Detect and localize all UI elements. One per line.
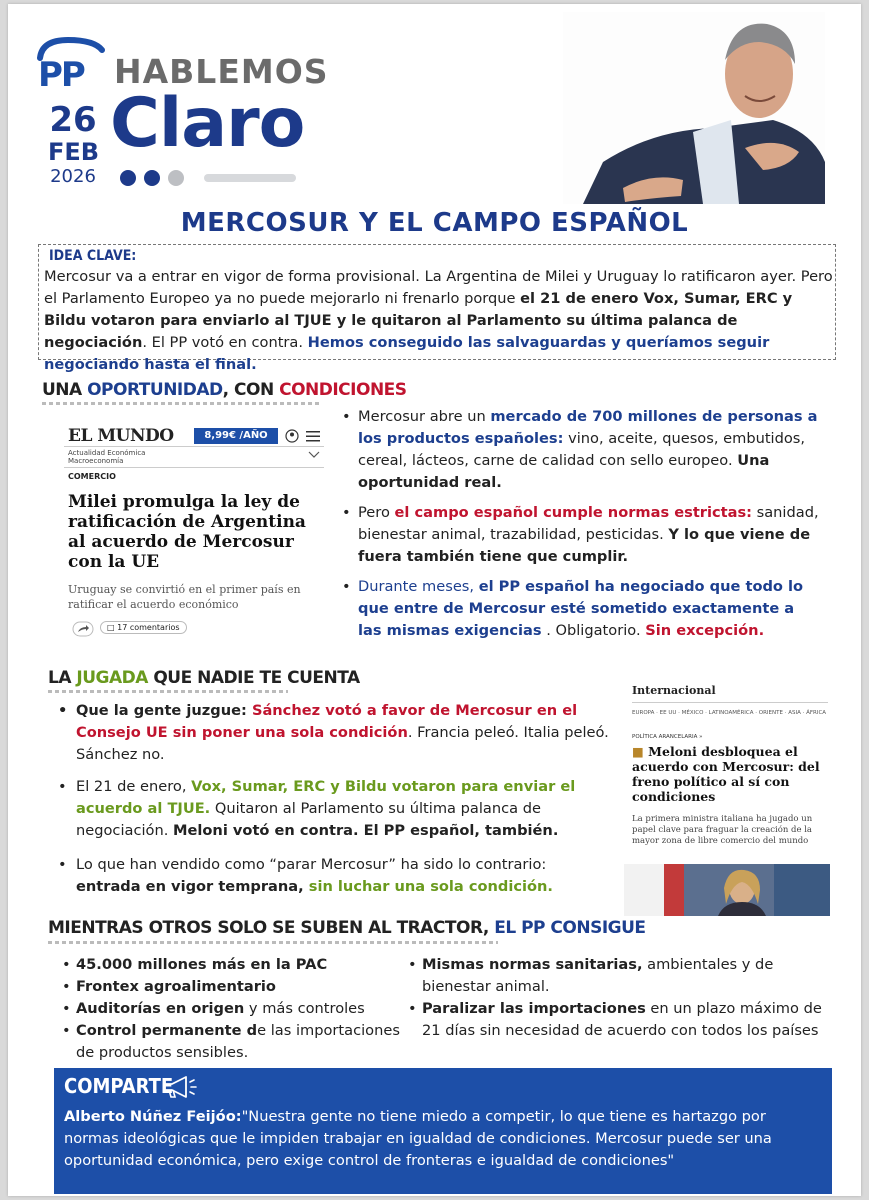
item-text: y más controles [244, 1000, 365, 1017]
date-year: 2026 [50, 166, 96, 187]
key-idea-part: Mercosur va a entrar en vigor de forma provisional. La Argentina de Milei y Uruguay lo ratificaron ayer. Pero el Parlamento Europeo ya no puede mejorarlo ni frenarlo porque [44, 268, 833, 307]
key-idea-conclusion: Hemos conseguido las salvaguardas y queríamos seguir negociando hasta el final. [44, 334, 770, 373]
item-text: 45.000 millones más en la PAC [76, 956, 328, 973]
bullet-highlight: Sánchez votó a favor de Mercosur en el Consejo UE sin poner una sola condición [76, 702, 578, 741]
key-idea-box [38, 244, 836, 373]
heading-part: OPORTUNIDAD [87, 380, 223, 400]
bullet-highlight: sin luchar una sola condición. [308, 878, 553, 895]
bullet-text: Pero [358, 504, 395, 521]
item-text: Control permanente d [76, 1022, 258, 1039]
pp-logo-icon [32, 36, 106, 88]
brand-hablemos: HABLEMOS [114, 52, 329, 91]
bullet-highlight: Sin excepción. [645, 622, 765, 639]
chevron-down-icon [308, 450, 320, 460]
heading-part: MIENTRAS OTROS SOLO SE SUBEN AL TRACTOR, [48, 918, 495, 938]
clip-meta: Actualidad Económica [68, 449, 146, 457]
dot-icon [120, 170, 136, 186]
achievement-list-left [62, 954, 402, 1064]
bullet-negotiation: • Durante meses, el PP español ha negociado que todo lo que entre de Mercosur esté sometido exactamente a las mismas exigencias . Obligatorio. Sin excepción. [342, 578, 804, 639]
heading-part: QUE NADIE TE CUENTA [147, 668, 360, 688]
dashed-divider [48, 690, 288, 693]
bullet-highlight: mercado de 700 millones de personas a los productos españoles: [358, 408, 818, 447]
comments-count: 17 comentarios [117, 623, 180, 632]
subscription-price: 8,99€ /AÑO [194, 428, 278, 444]
date-day: 26 [49, 100, 97, 140]
list-item: • Paralizar las importaciones en un plazo máximo de 21 días sin necesidad de acuerdo con todos los países [408, 1000, 822, 1039]
clip-nav: EUROPA · EE UU · MÉXICO · LATINOAMÉRICA · ORIENTE · ASIA · ÁFRICA [632, 710, 827, 716]
key-idea-label: IDEA CLAVE: [49, 248, 137, 264]
bullet-text: . Obligatorio. [541, 622, 646, 639]
key-idea-part: . El PP votó en contra. [142, 334, 308, 351]
section-heading-opportunity [42, 380, 407, 400]
dashed-divider [42, 402, 320, 405]
newspaper-brand: EL MUNDO [68, 426, 174, 446]
bullet-highlight: Meloni votó en contra. El PP español, también. [172, 822, 559, 839]
megaphone-icon [160, 1074, 200, 1100]
key-idea-text [44, 266, 834, 376]
achievement-list-right [408, 954, 834, 1042]
clip-subtitle: La primera ministra italiana ha jugado un papel clave para fraguar la creación de la mayor zona de libre comercio del mundo [632, 814, 813, 846]
issue-date [48, 102, 98, 188]
heading-part: LA [48, 668, 77, 688]
quote-text: "Nuestra gente no tiene miedo a competir, lo que tiene es hartazgo por normas ideológicas que le impiden trabajar en igualdad de condiciones. Mercosur puede ser una oportunidad económica, pero exige control de fronteras e igualdad de condiciones" [64, 1108, 772, 1169]
bullet-highlight: el campo español cumple normas estrictas: [394, 504, 752, 521]
section-heading-achievements [48, 918, 646, 938]
clip-subtitle: Uruguay se convirtió en el primer país en ratificar el acuerdo económico [68, 583, 301, 611]
item-text: ambientales y de bienestar animal. [422, 956, 774, 995]
bullet-text: Mercosur abre un [358, 408, 491, 425]
bullet-standards: • Pero el campo español cumple normas estrictas: sanidad, bienestar animal, trazabilidad, pesticidas. Y lo que viene de fuera también tiene que cumplir. [342, 504, 819, 565]
list-item: • Mismas normas sanitarias, ambientales y de bienestar animal. [408, 956, 774, 995]
page-title: MERCOSUR Y EL CAMPO ESPAÑOL [180, 208, 689, 238]
clip-headline: Milei promulga la ley de ratificación de Argentina al acuerdo de Mercosur con la UE [68, 492, 306, 572]
bullet-text: . Francia peleó. Italia peleó. Sánchez no. [76, 724, 609, 763]
clip-tag: POLÍTICA ARANCELARIA » [632, 734, 703, 740]
brand-claro: Claro [110, 84, 305, 163]
share-box [54, 1068, 832, 1194]
heading-part: , CON [222, 380, 280, 400]
document-page [8, 4, 861, 1196]
bullet-text: Durante meses, [358, 578, 479, 595]
clip-headline-text: Meloni desbloquea el acuerdo con Mercosur: del freno político al sí con condiciones [632, 744, 820, 804]
item-text: Frontex agroalimentario [76, 978, 276, 995]
share-label: COMPARTE [64, 1074, 174, 1098]
rule [64, 467, 324, 468]
section-heading-play [48, 668, 360, 688]
bullet-text: Quitaron al Parlamento su última palanca de negociación. [76, 800, 541, 839]
meloni-photo [624, 864, 830, 916]
bullet-highlight: el PP español ha negociado que todo lo que entre de Mercosur esté sometido exactamente a las mismas exigencias [358, 578, 804, 639]
bullet-highlight: entrada en vigor temprana, [76, 878, 309, 895]
bullet-text: Lo que han vendido como “parar Mercosur” ha sido lo contrario: [76, 856, 547, 873]
list-item: • Frontex agroalimentario [62, 978, 276, 995]
bullet-market: • Mercosur abre un mercado de 700 millones de personas a los productos españoles: vino, aceite, quesos, embutidos, cereal, lácteos, carne de calidad con sello europeo. Una oportunidad real. [342, 408, 818, 491]
decorative-bar [204, 174, 296, 182]
clip-meta: Macroeconomía [68, 457, 124, 465]
clip-comments: □ 17 comentarios [100, 621, 187, 634]
clip-section: Internacional [632, 684, 716, 697]
bullet-highlight: Una oportunidad real. [358, 452, 770, 491]
bullet-highlight: Y lo que viene de fuera también tiene que cumplir. [358, 526, 811, 565]
bullet-highlight: Vox, Sumar, ERC y Bildu votaron para enviar el acuerdo al TJUE. [76, 778, 576, 817]
heading-part: JUGADA [76, 668, 148, 688]
share-icon [72, 621, 94, 637]
dashed-divider [48, 941, 498, 944]
list-item: • Auditorías en origen y más controles [62, 1000, 365, 1017]
dot-icon [144, 170, 160, 186]
item-text: Mismas normas sanitarias, [422, 956, 643, 973]
clip-headline: ■ Meloni desbloquea el acuerdo con Mercosur: del freno político al sí con condiciones [632, 744, 820, 804]
bullet-text: sanidad, bienestar animal, trazabilidad, pesticidas. [358, 504, 819, 543]
dot-icon [168, 170, 184, 186]
bullet-text: El 21 de enero, [76, 778, 192, 795]
rule [632, 702, 828, 703]
date-month: FEB [48, 138, 100, 166]
menu-icon [284, 428, 324, 444]
bullet-highlight: Que la gente juzgue: [76, 702, 252, 719]
share-quote [64, 1106, 824, 1172]
bullet-early-entry: • Lo que han vendido como “parar Mercosur” ha sido lo contrario: entrada en vigor temprana, sin luchar una sola condición. [58, 856, 553, 895]
list-item: • Control permanente de las importaciones de productos sensibles. [62, 1022, 400, 1061]
heading-part: EL PP CONSIGUE [494, 918, 646, 938]
item-text: Paralizar las importaciones [422, 1000, 646, 1017]
heading-part: UNA [42, 380, 88, 400]
bullet-sanchez: • Que la gente juzgue: Sánchez votó a favor de Mercosur en el Consejo UE sin poner una sola condición. Francia peleó. Italia peleó. Sánchez no. [58, 702, 609, 763]
clip-category: COMERCIO [68, 472, 116, 481]
item-text: Auditorías en origen [76, 1000, 245, 1017]
quote-speaker: Alberto Núñez Feijóo: [64, 1108, 242, 1125]
speaker-photo [563, 12, 825, 204]
rule [64, 446, 324, 447]
list-item: • 45.000 millones más en la PAC [62, 956, 328, 973]
svg-text:PP: PP [38, 55, 84, 88]
key-idea-highlight: el 21 de enero Vox, Sumar, ERC y Bildu votaron para enviarlo al TJUE y le quitaron al Parlamento su última palanca de negociación [44, 290, 793, 351]
bullet-text: vino, aceite, quesos, embutidos, cereal, lácteos, carne de calidad con sello europeo. [358, 430, 806, 469]
item-text: en un plazo máximo de 21 días sin necesidad de acuerdo con todos los países [422, 1000, 822, 1039]
bullet-tjue: • El 21 de enero, Vox, Sumar, ERC y Bildu votaron para enviar el acuerdo al TJUE. Quitaron al Parlamento su última palanca de negociación. Meloni votó en contra. El PP español, también. [58, 778, 576, 839]
news-clipping-internacional [622, 680, 832, 916]
news-clipping-el-mundo [64, 422, 328, 644]
heading-part: CONDICIONES [279, 380, 407, 400]
item-text: e las importaciones de productos sensibles. [76, 1022, 400, 1061]
